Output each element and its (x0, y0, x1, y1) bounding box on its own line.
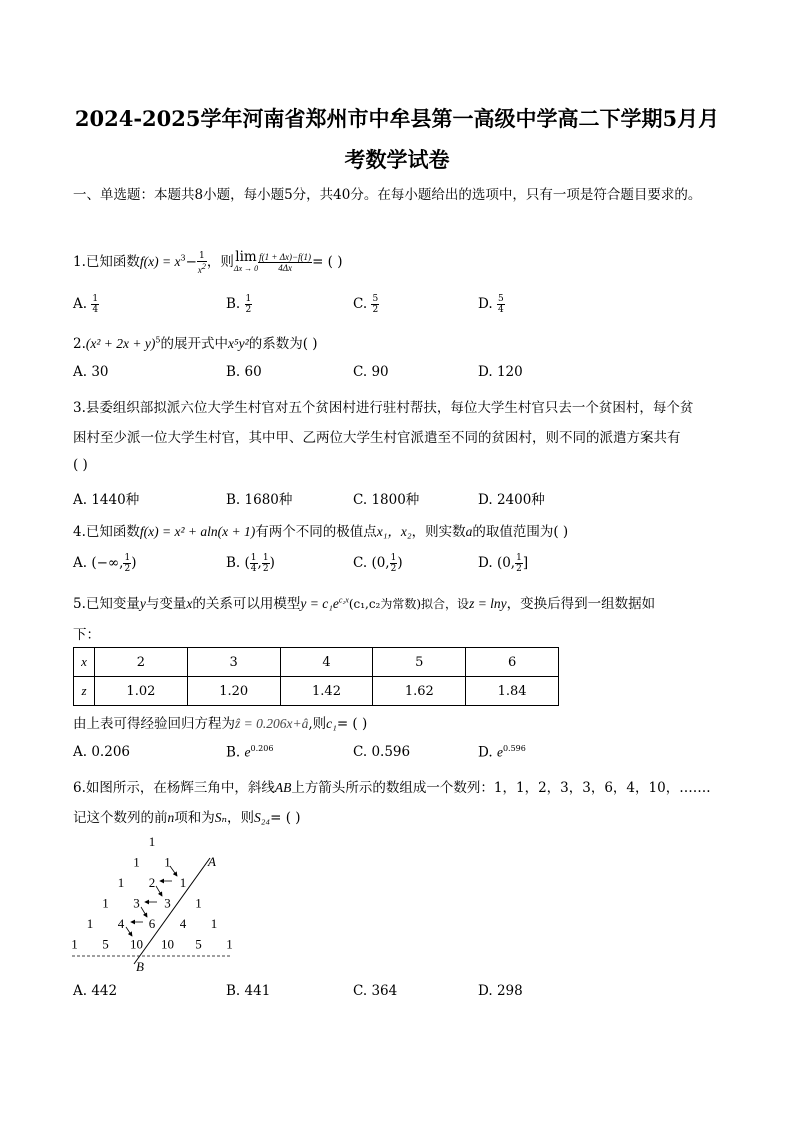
option-num: 1 (124, 553, 131, 563)
q5-zdef: z = lny (469, 596, 507, 611)
table-row-label: z (74, 677, 95, 706)
q1-limit (233, 248, 259, 274)
q4-options (73, 553, 723, 573)
triangle-number: 1 (148, 834, 156, 849)
q5-text-b: 与变量 (145, 596, 187, 612)
q6-option-b[interactable] (226, 983, 270, 999)
question-4 (73, 520, 568, 540)
option-label: D. (478, 364, 493, 380)
option-num: 1 (390, 553, 397, 563)
q6-text-a: 6.如图所示，在杨辉三角中，斜线 (73, 780, 275, 796)
q2-option-a[interactable] (73, 364, 109, 380)
triangle-number: 4 (117, 916, 125, 931)
table-cell: 1.84 (466, 677, 559, 706)
q5-option-a[interactable] (73, 744, 130, 760)
q5-text-d: (c₁,c₂为常数)拟合，设 (348, 597, 470, 611)
q5-option-c[interactable] (353, 744, 410, 760)
q5-regression: ẑ = 0.206x+â (235, 716, 309, 731)
q6-sn: Sₙ (214, 810, 227, 825)
q5-text-e: ，变换后得到一组数据如 (506, 596, 656, 612)
option-den: 2 (262, 564, 269, 574)
q1-lim-sub: Δx → 0 (233, 263, 259, 273)
table-cell: 3 (187, 648, 280, 677)
q1-frac-num: 1 (197, 251, 207, 262)
q5-option-d[interactable] (478, 744, 526, 761)
q6-option-c[interactable] (353, 983, 397, 999)
option-den0: 4 (250, 564, 257, 574)
section-header: 一、单选题：本题共8小题，每小题5分，共40分。在每小题给出的选项中，只有一项是符合题目要求的。 (73, 187, 702, 203)
option-post: ) (397, 555, 403, 571)
q6-text-b: 上方箭头所示的数组成一个数列：1，1，2，3，3，6，4，10，……. (291, 780, 711, 796)
arrow (141, 907, 147, 917)
q1-minus: − (185, 254, 197, 270)
arrow (156, 886, 162, 896)
q6-text-f: = ( ) (270, 810, 301, 826)
q1-option-c[interactable] (353, 294, 379, 315)
option-label: B. (226, 364, 241, 380)
option-pre: (−∞, (91, 555, 124, 571)
triangle-number: 1 (179, 875, 187, 890)
triangle-number: 3 (133, 895, 140, 911)
triangle-number: 4 (179, 916, 187, 931)
triangle-number: 1 (195, 895, 202, 911)
option-pre: (0, (371, 555, 390, 571)
q3-options (73, 488, 723, 508)
option-exp: 0.206 (250, 744, 274, 753)
option-num: 1 (92, 294, 99, 304)
table-cell: 1.02 (95, 677, 188, 706)
paper-title-line1: 2024-2025学年河南省郑州市中牟县第一高级中学高二下学期5月月 (74, 106, 720, 131)
table-row (74, 677, 559, 706)
option-den: 4 (92, 305, 99, 315)
q2-mid: 的展开式中 (160, 336, 228, 352)
q6-options (73, 983, 723, 1003)
q4-option-d[interactable] (478, 553, 528, 574)
question-6-line2 (73, 806, 301, 826)
option-label: A. (73, 296, 88, 312)
q1-exp: 3 (180, 253, 186, 263)
q5-after-a: 由上表可得经验回归方程为 (73, 716, 235, 732)
q5-model: y = c₁e (300, 596, 339, 611)
q3-option-b[interactable] (226, 488, 292, 508)
triangle-number: 1 (164, 854, 171, 870)
q1-option-b[interactable] (226, 294, 252, 315)
q1-option-d[interactable] (478, 294, 505, 315)
option-label: B. (226, 744, 241, 761)
option-num0: 1 (250, 553, 257, 563)
option-label: B. (226, 555, 241, 571)
option-label: B. (226, 983, 241, 999)
option-label: C. (353, 983, 368, 999)
triangle-number: 10 (161, 936, 174, 952)
table-cell: 2 (95, 648, 188, 677)
q1-lim-den: 4Δx (278, 263, 292, 273)
option-label: C. (353, 492, 368, 508)
question-2 (73, 332, 318, 352)
q4-lead: 4.已知函数 (73, 524, 140, 540)
option-value: 442 (91, 983, 118, 999)
q5-after-c: = ( ) (336, 716, 368, 732)
q1-then: ，则 (206, 254, 234, 270)
triangle-number: 1 (210, 916, 218, 931)
q6-option-d[interactable] (478, 983, 523, 999)
option-label: B. (226, 492, 241, 508)
q2-expr: (x² + 2x + y) (85, 336, 156, 351)
option-den: 2 (372, 305, 379, 315)
option-label: B. (226, 296, 241, 312)
q6-option-a[interactable] (73, 983, 117, 999)
triangle-number: 2 (148, 875, 156, 890)
q5-model-exp: c₂x (338, 595, 349, 605)
q5-data-table (73, 647, 559, 706)
q2-option-d[interactable] (478, 364, 523, 380)
option-label: C. (353, 555, 368, 571)
q4-option-c[interactable] (353, 553, 403, 574)
q1-lim-num: f(1 + Δx)−f(1) (259, 252, 312, 262)
option-value: 1800种 (371, 492, 420, 508)
q5-options (73, 744, 723, 764)
q6-n: n (167, 810, 175, 825)
question-3-line1: 3.县委组织部拟派六位大学生村官对五个贫困村进行驻村帮扶，每位大学生村官只去一个贫困村，每个贫 (73, 400, 694, 416)
q3-option-a[interactable] (73, 488, 139, 508)
q4-option-b[interactable] (226, 553, 275, 574)
triangle-number: 5 (102, 936, 109, 952)
option-post: ] (522, 555, 529, 571)
option-den: 2 (516, 564, 522, 574)
option-exp: 0.596 (502, 744, 526, 753)
triangle-number: 5 (195, 936, 202, 952)
option-num: 5 (497, 294, 504, 304)
q6-s24: S₂₄ (253, 810, 271, 825)
q1-option-a[interactable] (73, 294, 99, 315)
question-3-line2: 困村至少派一位大学生村官，其中甲、乙两位大学生村官派遣至不同的贫困村，则不同的派遣方案共有 (73, 430, 681, 446)
paper-title-line2: 考数学试卷 (344, 147, 450, 172)
q5-x: x (186, 596, 193, 611)
option-den: 2 (390, 564, 397, 574)
option-value: 0.596 (371, 744, 411, 760)
q1-frac-den (197, 262, 207, 275)
option-label: A. (73, 983, 88, 999)
question-1 (73, 250, 343, 275)
triangle-number: 1 (133, 854, 140, 870)
q5-option-b[interactable] (226, 744, 273, 761)
question-5-line2: 下： (73, 627, 100, 643)
q1-options (73, 294, 723, 314)
q1-tail: = ( ) (312, 254, 343, 270)
triangle-number: 3 (164, 895, 171, 911)
q1-frac-den-x: x (197, 264, 202, 275)
option-label: D. (478, 983, 493, 999)
triangle-number: 1 (71, 936, 78, 952)
option-value: 1440种 (91, 492, 140, 508)
table-cell: 4 (280, 648, 373, 677)
table-cell: 1.42 (280, 677, 373, 706)
option-value: 0.206 (91, 744, 130, 760)
q4-expr: f(x) = x² + aln(x + 1) (139, 524, 256, 539)
option-value: 30 (91, 364, 109, 380)
q1-limit-fraction (258, 252, 312, 273)
option-label: D. (478, 744, 493, 761)
option-label: A. (73, 555, 88, 571)
q2-tail: 的系数为( ) (248, 336, 318, 352)
option-label: A. (73, 364, 88, 380)
arrow (126, 927, 132, 936)
option-value: 2400种 (496, 492, 545, 508)
option-label: D. (478, 296, 493, 312)
q1-frac-den-exp: 2 (201, 261, 206, 271)
q6-text-e: ，则 (226, 810, 254, 826)
label-b: B (136, 959, 144, 974)
question-6-line1 (73, 776, 710, 796)
q2-term: x⁵y² (227, 336, 249, 351)
option-label: C. (353, 744, 368, 760)
question-5-line1 (73, 592, 655, 612)
table-cell: 6 (466, 648, 559, 677)
label-a: A (208, 854, 216, 869)
option-value: 364 (371, 983, 398, 999)
table-cell: 1.62 (373, 677, 466, 706)
q2-option-b[interactable] (226, 364, 262, 380)
option-num: 1 (245, 294, 252, 304)
triangle-number: 1 (226, 936, 233, 952)
q1-lead: 1.已知函数 (73, 254, 140, 270)
q6-ab: AB (274, 780, 292, 795)
option-label: C. (353, 364, 368, 380)
option-label: A. (73, 744, 88, 760)
q3-option-c[interactable] (353, 488, 419, 508)
option-value: 120 (496, 364, 523, 380)
option-value: 298 (496, 983, 523, 999)
q1-fx: f(x) = x (139, 254, 181, 269)
q2-options (73, 364, 723, 384)
option-value: e (244, 744, 251, 760)
option-pre: ( (244, 555, 250, 571)
q5-y: y (139, 596, 146, 611)
option-den: 4 (497, 305, 504, 315)
option-label: A. (73, 492, 88, 508)
option-num: 1 (262, 553, 269, 563)
q1-fraction (197, 251, 207, 275)
q4-vars: x₁，x₂ (376, 524, 412, 539)
q4-tail2: 的取值范围为( ) (472, 524, 569, 540)
q6-text-c: 记这个数列的前 (73, 810, 168, 826)
option-label: D. (478, 492, 493, 508)
triangle-number: 6 (148, 916, 156, 931)
option-pre: (0, (496, 555, 516, 571)
option-num: 5 (372, 294, 379, 304)
option-den: 2 (124, 564, 131, 574)
option-value: 1680种 (244, 492, 293, 508)
q5-c1: c₁ (326, 716, 337, 731)
option-label: C. (353, 296, 368, 312)
option-value: 441 (244, 983, 271, 999)
question-3-line3: ( ) (73, 457, 88, 473)
question-5-line3 (73, 712, 367, 732)
q5-after-b: ,则 (308, 716, 327, 732)
q4-tail1: ，则实数 (411, 524, 466, 540)
table-row (74, 648, 559, 677)
option-label: D. (478, 555, 493, 571)
triangle-number: 1 (117, 875, 125, 890)
table-cell: 1.20 (187, 677, 280, 706)
table-row-label: x (74, 648, 95, 677)
q1-lim-word: lim (235, 248, 257, 265)
option-mid: , (257, 555, 262, 571)
q5-text-a: 5.已知变量 (73, 596, 140, 612)
option-post: ) (269, 555, 275, 571)
option-num: 1 (516, 553, 522, 563)
q4-mid: 有两个不同的极值点 (255, 524, 377, 540)
q4-option-a[interactable] (73, 553, 136, 574)
triangle-number: 10 (130, 936, 143, 952)
option-value: 90 (371, 364, 389, 380)
q4-a: a (465, 524, 473, 539)
option-den: 2 (245, 305, 252, 315)
arrow (170, 866, 177, 876)
option-post: ) (131, 555, 137, 571)
pascal-triangle-figure (60, 828, 250, 976)
option-value: e (496, 744, 503, 760)
table-cell: 5 (373, 648, 466, 677)
q2-exp: 5 (155, 335, 161, 345)
q3-option-d[interactable] (478, 488, 545, 508)
triangle-number: 1 (86, 916, 94, 931)
q5-text-c: 的关系可以用模型 (192, 596, 301, 612)
q2-lead: 2. (73, 336, 86, 352)
option-value: 60 (244, 364, 262, 380)
q6-text-d: 项和为 (174, 810, 215, 826)
q2-option-c[interactable] (353, 364, 389, 380)
triangle-number: 1 (102, 895, 109, 911)
